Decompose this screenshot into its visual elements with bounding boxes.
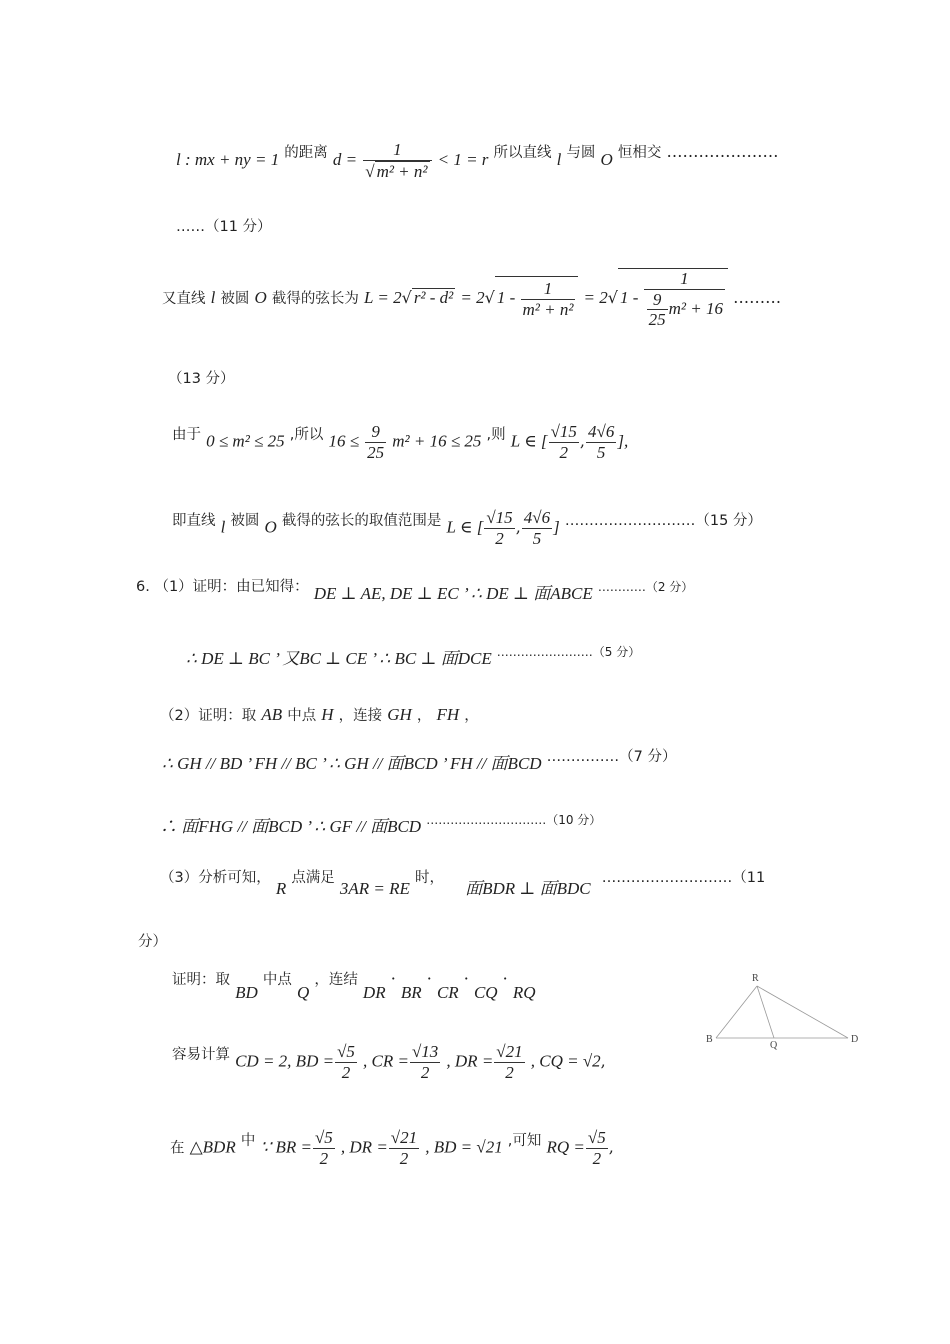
line-5: 由于 0 ≤ m² ≤ 25 ,所以 16 ≤ $\frac{9}{25}$ m² + 16 ≤ 25 ,则 L ∈ [ $\frac{√15}{2}$ , $\frac{4√6}{5}$ ],: [172, 422, 629, 462]
triangle-figure: [700, 968, 870, 1058]
label-D: D: [851, 1034, 859, 1045]
problem-6-line-8: 证明：取 BD 中点 Q ，连结 DR · BR · CR · CQ · RQ: [172, 969, 536, 1002]
line-3: 又直线 l 被圆 O 截得的弦长为 L = 2√ r² - d² = 2√ 1 - $\frac{1}{\text{m² + n²}}$ = 2√ 1 - 1 $\frac{9}{25}$ m² + 16 ………: [162, 269, 782, 330]
edge-RD: [757, 986, 848, 1038]
problem-6-line-5: ∴ 面FHG // 面BCD ’ ∴ GF // 面BCD $^{\dots\dots\dots\dots\dots\dots\dots\dots\dots\dots(10 分)}$: [160, 813, 602, 836]
label-B: B: [706, 1034, 713, 1045]
line-2: ……（11 分）: [176, 219, 272, 235]
problem-6-part-1: 6. （1）证明：由已知得： DE ⊥ AE, DE ⊥ EC ’ ∴ DE ⊥ 面ABCE $^{\dots\dots\dots\dots(2 分)}$: [136, 579, 694, 603]
line-equation: l : mx + ny = 1: [176, 150, 280, 170]
problem-6-line-10: 在 △BDR 中 ∵ BR = $\frac{√5}{2}$ , DR = $\frac{√21}{2}$ , BD = √21 ,可知 RQ = $\frac{√5}{2}$ ,: [170, 1128, 614, 1168]
line-4: （13 分）: [168, 371, 235, 387]
line-1: l : mx + ny = 1 的距离 d = $\frac{1}{\text{√ m² + n²}}$ < 1 = r 所以直线 l 与圆 O 恒相交 …………………: [176, 140, 779, 181]
fraction: $\frac{1}{\text{√ m² + n²}}$: [363, 140, 431, 181]
problem-6-line-4: ∴ GH // BD ’ FH // BC ’ ∴ GH // 面BCD ’ FH // 面BCD ……………（7 分）: [162, 749, 677, 773]
problem-6-line-9: 容易计算 CD = 2, BD = $\frac{√5}{2}$ , CR = $\frac{√13}{2}$ , DR = $\frac{√21}{2}$ , CQ = √2,: [172, 1042, 606, 1082]
edge-BR: [716, 986, 757, 1038]
problem-6-line-2: ∴ DE ⊥ BC ’ 又BC ⊥ CE ’ ∴ BC ⊥ 面DCE $^{\dots\dots\dots\dots\dots\dots\dots\dots(5 分)}$: [186, 645, 641, 668]
label-R: R: [752, 973, 759, 984]
problem-6-part-2: （2）证明：取 AB 中点 H ，连接 GH ， FH ，: [160, 705, 479, 724]
line-6: 即直线 l 被圆 O 截得的弦长的取值范围是 L ∈ [ $\frac{√15}{2}$ , $\frac{4√6}{5}$ ] ………………………（15 分）: [172, 508, 762, 548]
problem-6-part-3: （3）分析可知， R 点满足 3AR = RE 时， 面BDR ⊥ 面BDC ………………………（11: [160, 870, 766, 898]
problem-6-line-7: 分）: [138, 934, 167, 950]
label-Q: Q: [770, 1040, 778, 1051]
